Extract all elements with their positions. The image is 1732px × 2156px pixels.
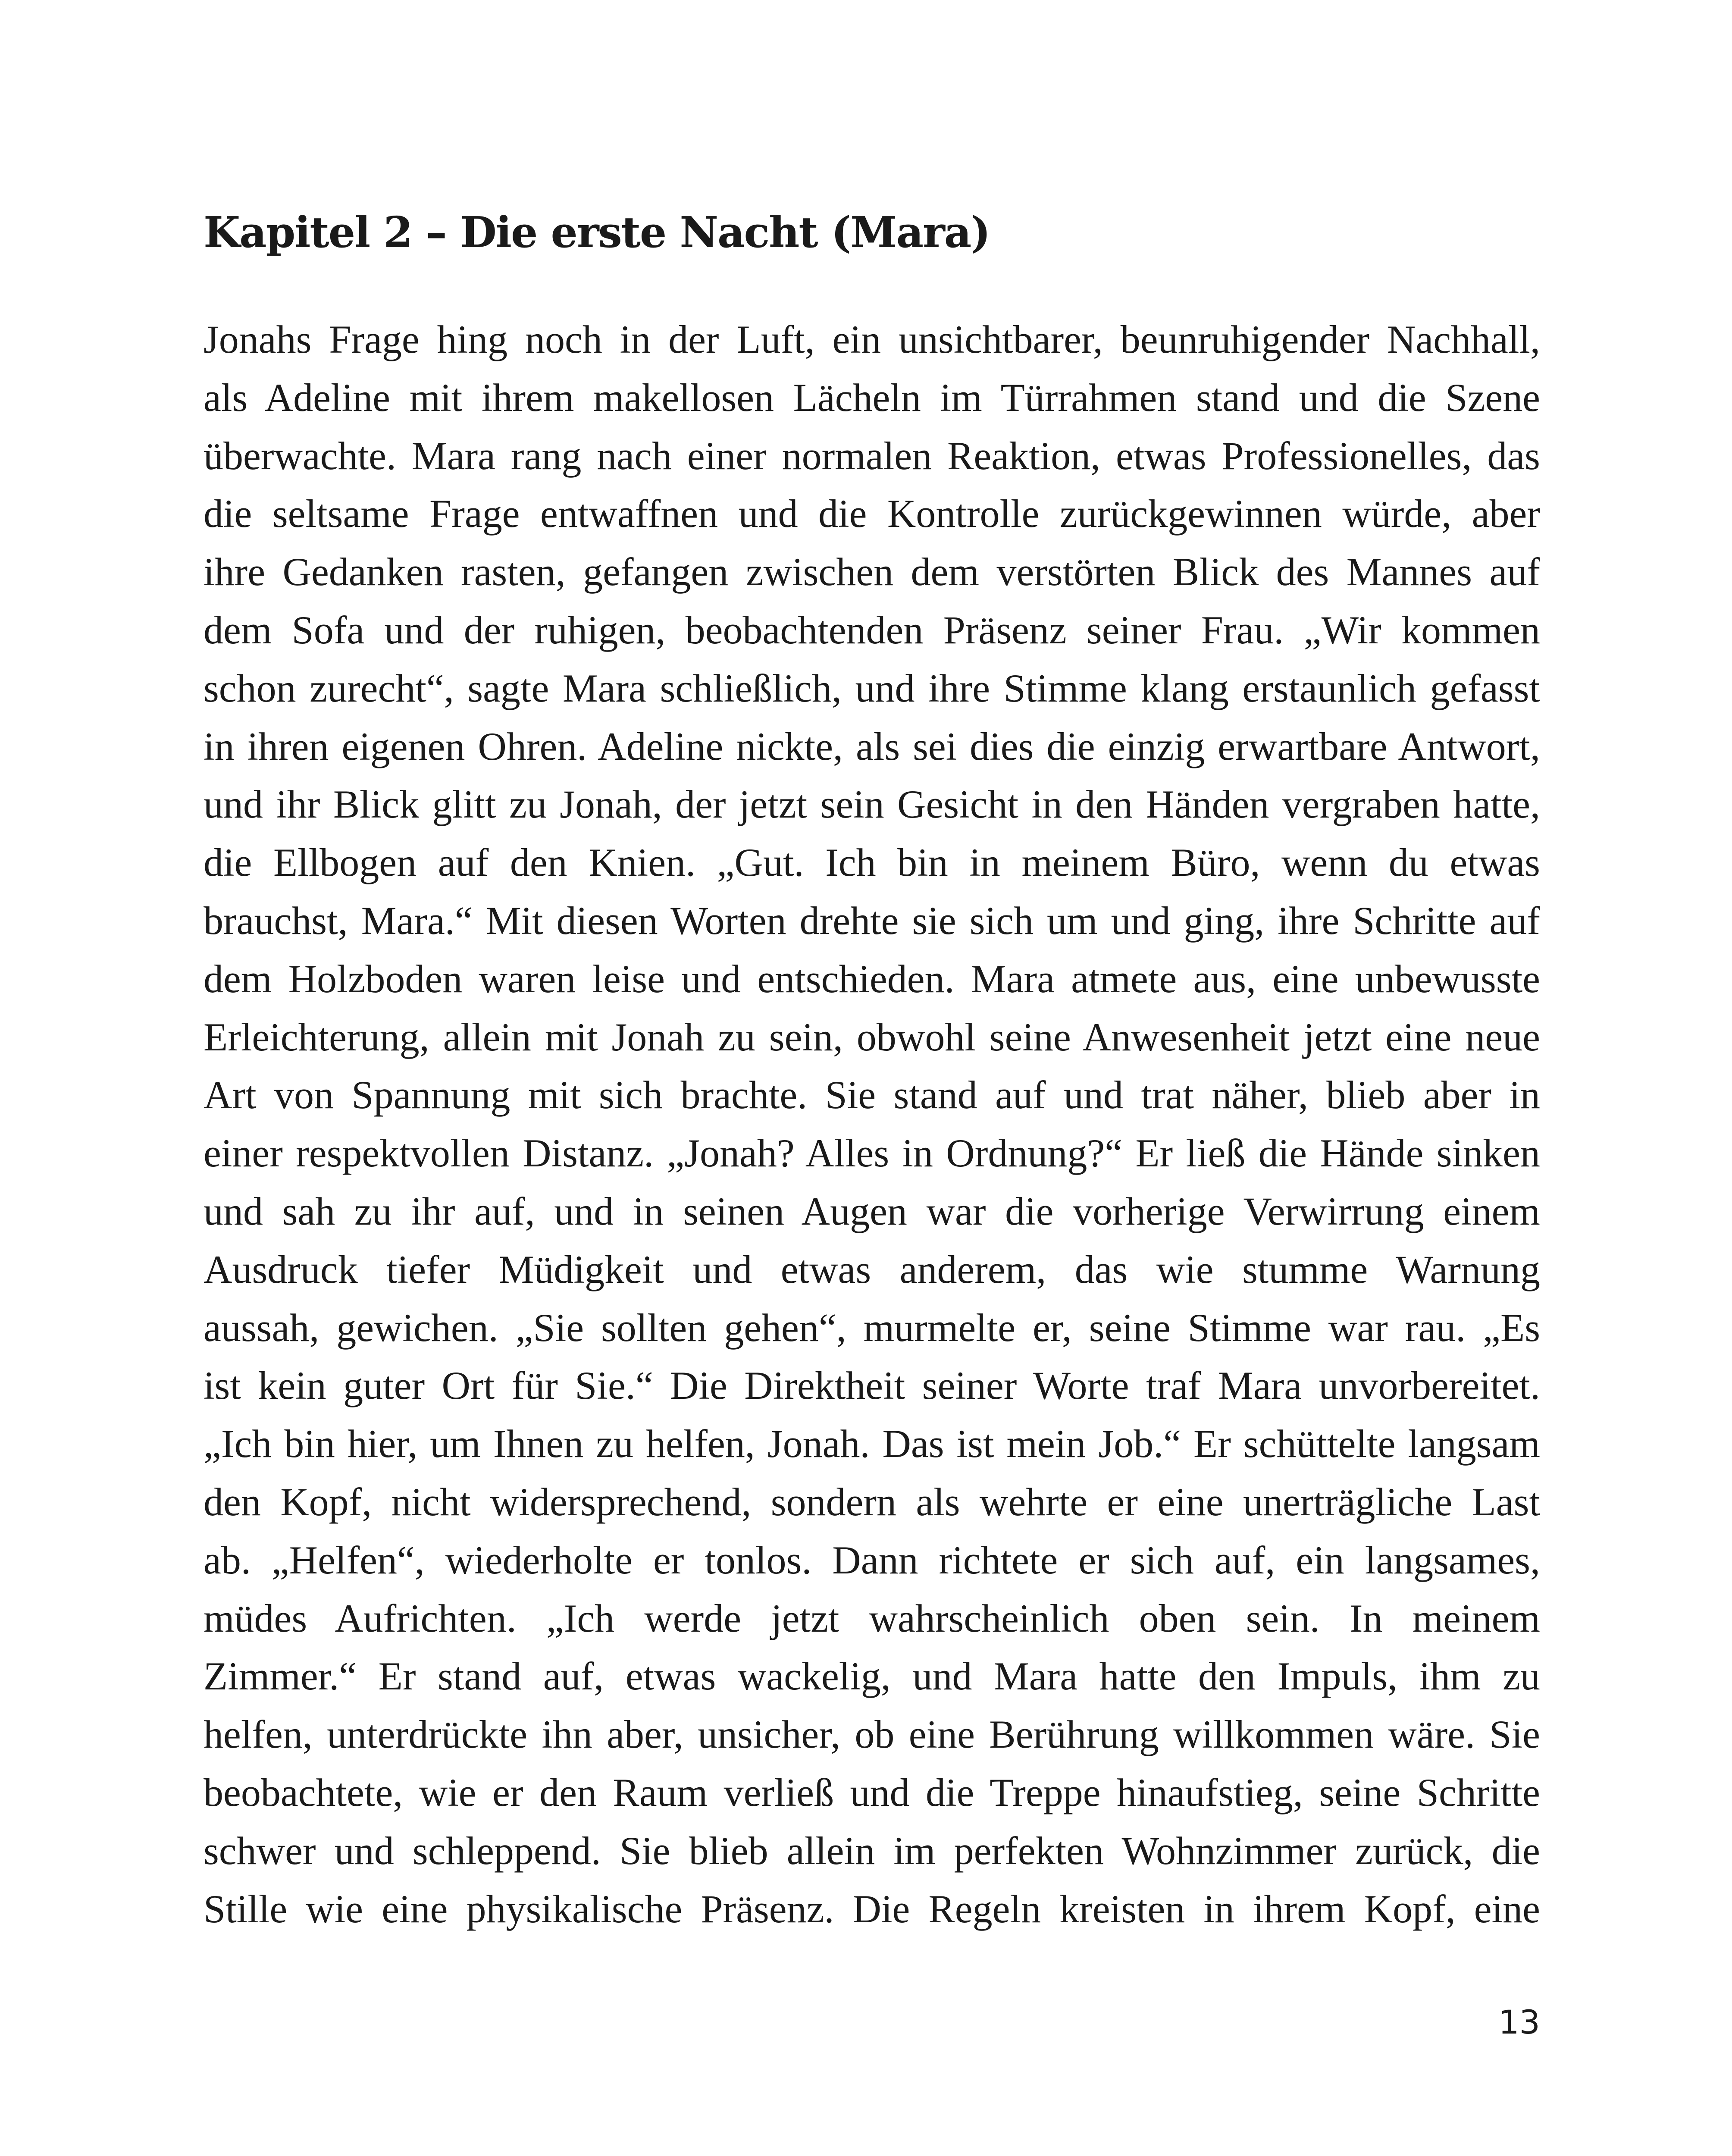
text-line: die seltsame Frage entwaffnen und die Kontrolle zurückgewinnen würde, aber <box>204 492 1540 536</box>
text-line: die Ellbogen auf den Knien. „Gut. Ich bin in meinem Büro, wenn du etwas <box>204 840 1540 885</box>
text-line: schwer und schleppend. Sie blieb allein im perfekten Wohnzimmer zurück, die <box>204 1828 1540 1873</box>
text-line: Zimmer.“ Er stand auf, etwas wackelig, und Mara hatte den Impuls, ihm zu <box>204 1654 1540 1698</box>
text-line: dem Sofa und der ruhigen, beobachtenden Präsenz seiner Frau. „Wir kommen <box>204 608 1540 652</box>
text-line: Art von Spannung mit sich brachte. Sie stand auf und trat näher, blieb aber in <box>204 1073 1540 1117</box>
text-line: ihre Gedanken rasten, gefangen zwischen dem verstörten Blick des Mannes auf <box>204 550 1540 594</box>
text-line: helfen, unterdrückte ihn aber, unsicher, ob eine Berührung willkommen wäre. Sie <box>204 1712 1540 1757</box>
text-line: ist kein guter Ort für Sie.“ Die Direktheit seiner Worte traf Mara unvorbereitet. <box>204 1363 1540 1408</box>
text-line: „Ich bin hier, um Ihnen zu helfen, Jonah. Das ist mein Job.“ Er schüttelte langsam <box>204 1422 1540 1466</box>
text-line: Erleichterung, allein mit Jonah zu sein, obwohl seine Anwesenheit jetzt eine neue <box>204 1015 1540 1059</box>
text-line: den Kopf, nicht widersprechend, sondern als wehrte er eine unerträgliche Last <box>204 1479 1540 1524</box>
text-line: als Adeline mit ihrem makellosen Lächeln im Türrahmen stand und die Szene <box>204 375 1540 420</box>
page-number: 13 <box>1498 2003 1540 2041</box>
text-line: einer respektvollen Distanz. „Jonah? Alles in Ordnung?“ Er ließ die Hände sinken <box>204 1131 1540 1175</box>
text-line: Stille wie eine physikalische Präsenz. Die Regeln kreisten in ihrem Kopf, eine <box>204 1887 1540 1931</box>
text-line: beobachtete, wie er den Raum verließ und die Treppe hinaufstieg, seine Schritte <box>204 1770 1540 1814</box>
text-line: müdes Aufrichten. „Ich werde jetzt wahrscheinlich oben sein. In meinem <box>204 1596 1540 1640</box>
text-line: Jonahs Frage hing noch in der Luft, ein unsichtbarer, beunruhigender Nachhall, <box>204 317 1540 361</box>
text-line: schon zurecht“, sagte Mara schließlich, und ihre Stimme klang erstaunlich gefasst <box>204 666 1540 710</box>
chapter-title: Kapitel 2 – Die erste Nacht (Mara) <box>204 208 990 257</box>
text-line: dem Holzboden waren leise und entschieden. Mara atmete aus, eine unbewusste <box>204 956 1540 1001</box>
text-line: brauchst, Mara.“ Mit diesen Worten drehte sie sich um und ging, ihre Schritte auf <box>204 898 1540 943</box>
text-line: aussah, gewichen. „Sie sollten gehen“, murmelte er, seine Stimme war rau. „Es <box>204 1305 1540 1350</box>
text-line: überwachte. Mara rang nach einer normalen Reaktion, etwas Professionelles, das <box>204 433 1540 478</box>
text-line: Ausdruck tiefer Müdigkeit und etwas anderem, das wie stumme Warnung <box>204 1247 1540 1291</box>
text-line: und sah zu ihr auf, und in seinen Augen war die vorherige Verwirrung einem <box>204 1189 1540 1233</box>
text-line: in ihren eigenen Ohren. Adeline nickte, als sei dies die einzig erwartbare Antwort, <box>204 724 1540 768</box>
text-line: ab. „Helfen“, wiederholte er tonlos. Dann richtete er sich auf, ein langsames, <box>204 1538 1540 1582</box>
text-line: und ihr Blick glitt zu Jonah, der jetzt sein Gesicht in den Händen vergraben hatte, <box>204 782 1540 827</box>
body-paragraph <box>204 310 1540 1938</box>
